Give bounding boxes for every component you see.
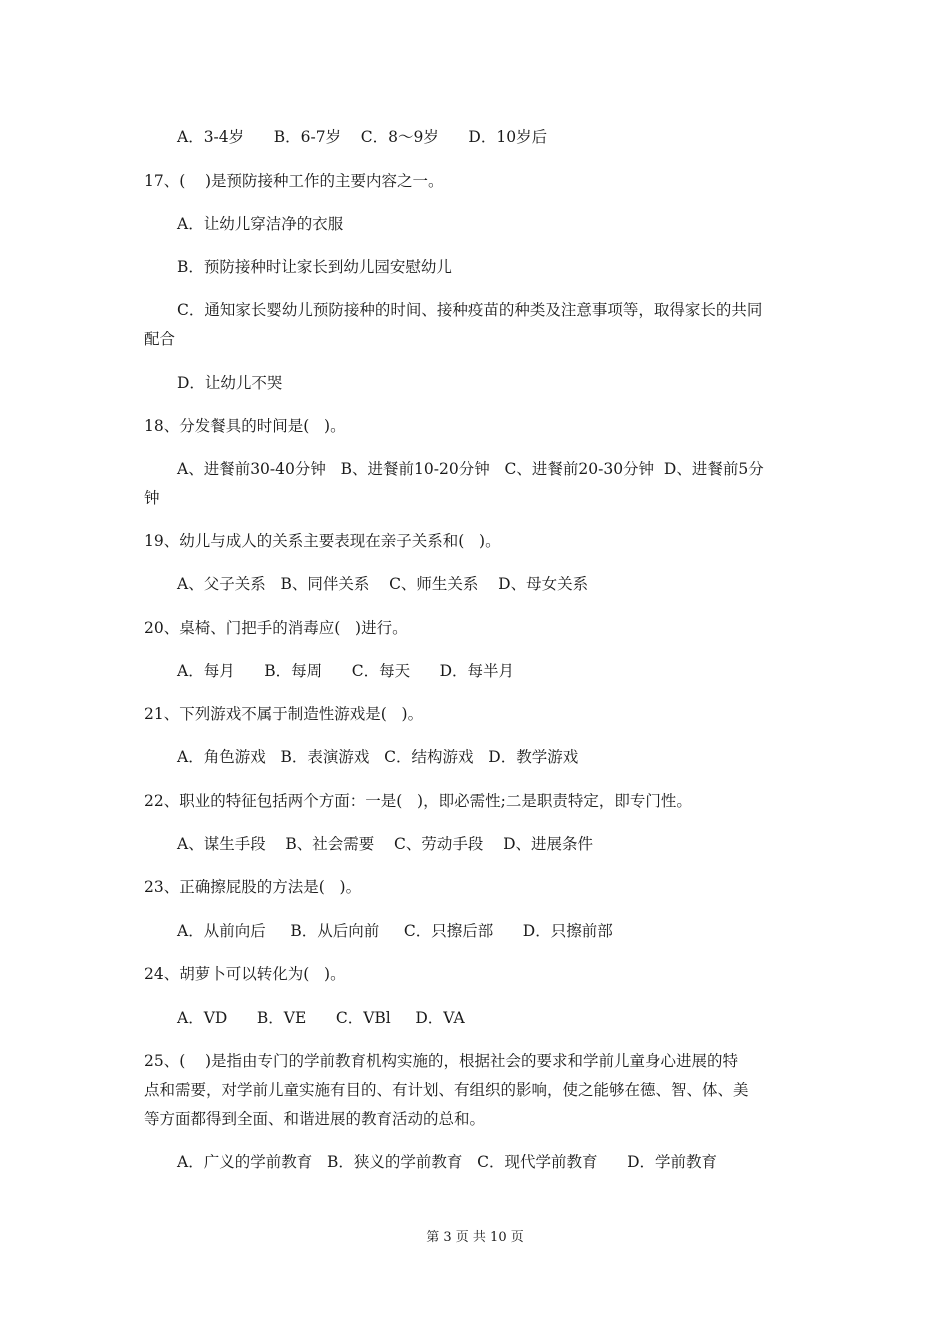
q21-question: 21、下列游戏不属于制造性游戏是( )。: [144, 705, 424, 723]
q22-question: 22、职业的特征包括两个方面：一是( )，即必需性;二是职责特定，即专门性。: [144, 792, 692, 810]
q23-options: A．从前向后 B．从后向前 C．只擦后部 D．只擦前部: [177, 922, 613, 940]
q24-question: 24、胡萝卜可以转化为( )。: [144, 965, 346, 983]
q17-option-b: B．预防接种时让家长到幼儿园安慰幼儿: [177, 258, 452, 276]
q17-option-a: A．让幼儿穿洁净的衣服: [177, 215, 344, 233]
q21-options: A．角色游戏 B．表演游戏 C．结构游戏 D．教学游戏: [177, 748, 579, 766]
q25-question-cont-2: 等方面都得到全面、和谐进展的教育活动的总和。: [144, 1110, 486, 1128]
page-footer: 第 3 页 共 10 页: [426, 1230, 524, 1245]
q19-question: 19、幼儿与成人的关系主要表现在亲子关系和( )。: [144, 532, 501, 550]
q24-options: A．VD B．VE C．VBl D．VA: [177, 1009, 465, 1027]
q25-question-cont-1: 点和需要，对学前儿童实施有目的、有计划、有组织的影响，使之能够在德、智、体、美: [144, 1081, 749, 1099]
q17-option-c: C．通知家长婴幼儿预防接种的时间、接种疫苗的种类及注意事项等，取得家长的共同: [177, 301, 763, 319]
q19-options: A、父子关系 B、同伴关系 C、师生关系 D、母女关系: [177, 575, 589, 593]
q16-options: A．3-4岁 B．6-7岁 C．8～9岁 D．10岁后: [177, 128, 548, 146]
q17-option-c-cont: 配合: [144, 330, 176, 348]
q25-options: A．广义的学前教育 B．狭义的学前教育 C．现代学前教育 D．学前教育: [177, 1153, 717, 1171]
q25-question: 25、( )是指由专门的学前教育机构实施的，根据社会的要求和学前儿童身心进展的特: [144, 1052, 739, 1070]
q23-question: 23、正确擦屁股的方法是( )。: [144, 878, 362, 896]
q17-option-d: D．让幼儿不哭: [177, 374, 283, 392]
q18-options-cont: 钟: [144, 489, 160, 507]
q22-options: A、谋生手段 B、社会需要 C、劳动手段 D、进展条件: [177, 835, 593, 853]
q17-question: 17、( )是预防接种工作的主要内容之一。: [144, 172, 444, 190]
q18-options: A、进餐前30-40分钟 B、进餐前10-20分钟 C、进餐前20-30分钟 D、进餐前5分: [177, 460, 764, 478]
q20-options: A．每月 B．每周 C．每天 D．每半月: [177, 662, 515, 680]
q20-question: 20、桌椅、门把手的消毒应( )进行。: [144, 619, 408, 637]
q18-question: 18、分发餐具的时间是( )。: [144, 417, 346, 435]
